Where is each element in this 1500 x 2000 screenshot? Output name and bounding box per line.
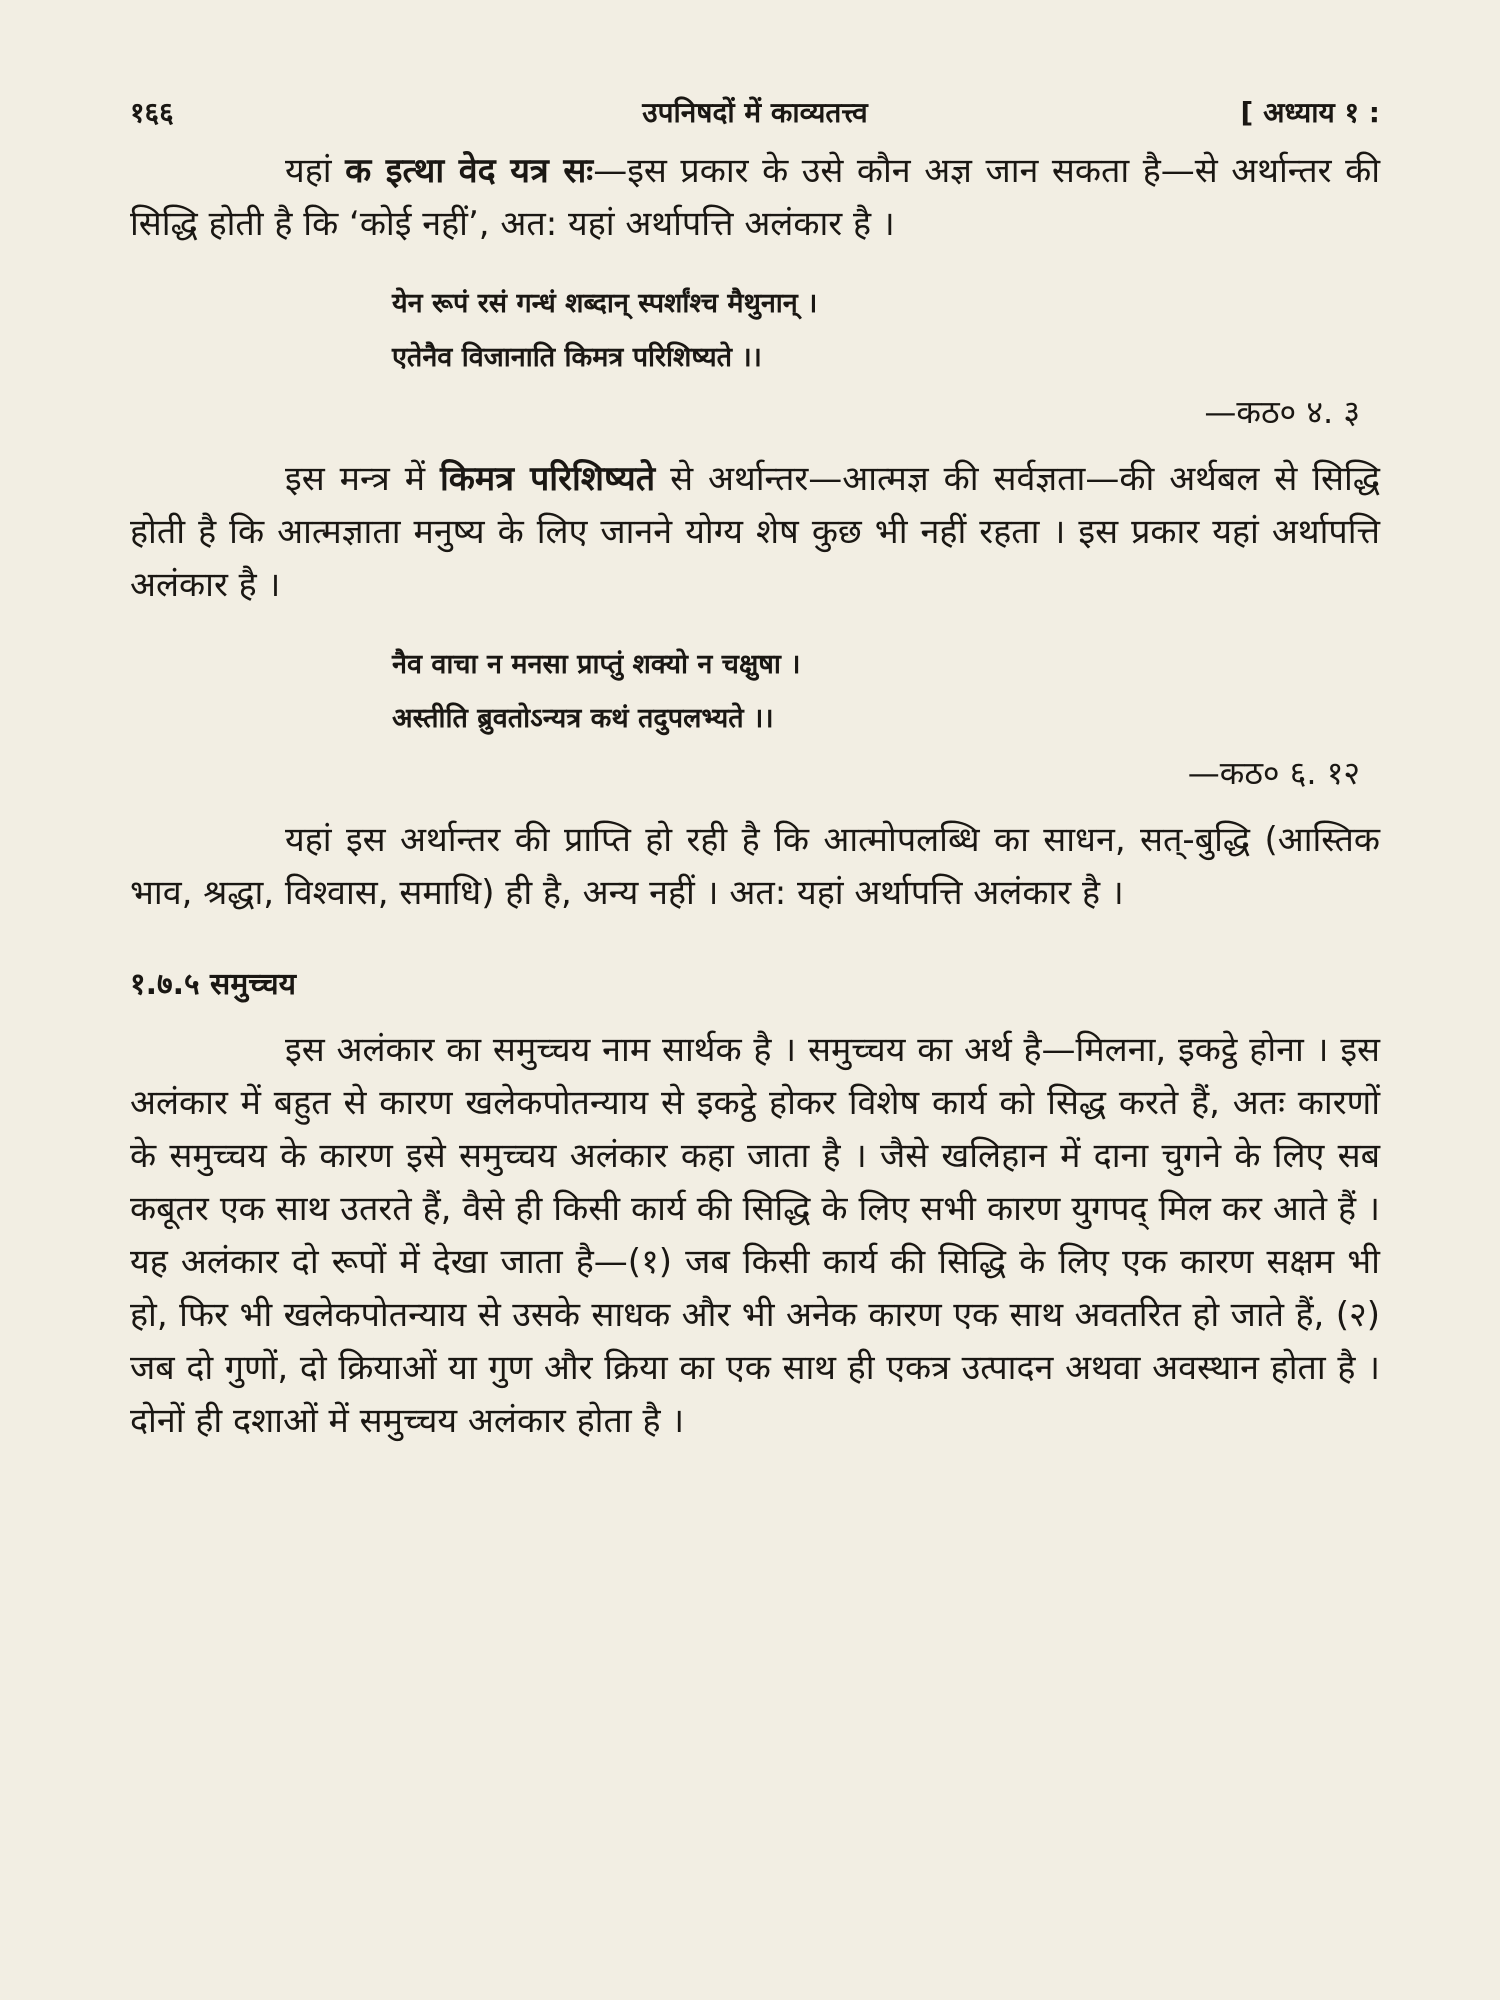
paragraph-3: यहां इस अर्थान्तर की प्राप्ति हो रही है कि आत्मोपलब्धि का साधन, सत्-बुद्धि (आस्तिक भाव, श्रद्धा, विश्वास, समाधि) ही है, अन्य नहीं । अत: यहां अर्थापत्ति अलंकार है ।: [130, 820, 1380, 913]
verse-1-line-1: येन रूपं रसं गन्धं शब्दान् स्पर्शांश्च मैथुनान् ।: [392, 288, 818, 319]
verse-2: [130, 638, 1380, 746]
paragraph-4: इस अलंकार का समुच्चय नाम सार्थक है । समुच्चय का अर्थ है—मिलना, इकट्ठे होना । इस अलंकार में बहुत से कारण खलेकपोतन्याय से इकट्ठे होकर विशेष कार्य को सिद्ध करते हैं, अतः कारणों के समुच्चय के कारण इसे समुच्चय अलंकार कहा जाता है । जैसे खलिहान में दाना चुगने के लिए सब कबूतर एक साथ उतरते हैं, वैसे ही किसी कार्य की सिद्धि के लिए सभी कारण युगपद् मिल कर आते हैं । यह अलंकार दो रूपों में देखा जाता है—(१) जब किसी कार्य की सिद्धि के लिए एक कारण सक्षम भी हो, फिर भी खलेकपोतन्याय से उसके साधक और भी अनेक कारण एक साथ अवतरित हो जाते हैं, (२) जब दो गुणों, दो क्रियाओं या गुण और क्रिया का एक साथ ही एकत्र उत्पादन अथवा अवस्थान होता है । दोनों ही दशाओं में समुच्चय अलंकार होता है ।: [130, 1030, 1380, 1441]
running-title: उपनिषदों में काव्यतत्त्व: [642, 96, 868, 129]
verse-2-line-2: अस्तीति ब्रुवतोऽन्यत्र कथं तदुपलभ्यते ।।: [392, 703, 774, 734]
paragraph-1-quote: क इत्था वेद यत्र सः: [345, 151, 594, 191]
verse-1-line-2: एतेनैव विजानाति किमत्र परिशिष्यते ।।: [392, 342, 762, 373]
paragraph-2-rest: से अर्थान्तर—आत्मज्ञ की सर्वज्ञता—की अर्थबल से सिद्धि होती है कि आत्मज्ञाता मनुष्य के लिए जानने योग्य शेष कुछ भी नहीं रहता । इस प्रकार यहां अर्थापत्ति अलंकार है ।: [130, 459, 1381, 605]
chapter-label: [ अध्याय १ :: [1240, 96, 1380, 129]
paragraph-2: [130, 453, 1380, 612]
page-header: [130, 75, 1380, 145]
page-number: १६६: [130, 96, 174, 129]
verse-2-reference: —कठ० ६. १२: [1187, 754, 1360, 792]
paragraph-1-lead: यहां: [285, 151, 332, 191]
verse-2-line-1: नैव वाचा न मनसा प्राप्तुं शक्यो न चक्षुषा ।: [392, 649, 801, 680]
verse-1-reference: —कठ० ४. ३: [1204, 393, 1360, 431]
section-heading: १.७.५ समुच्चय: [130, 967, 297, 1002]
verse-1: [130, 277, 1380, 385]
paragraph-1-rest: —इस प्रकार के उसे कौन अज्ञ जान सकता है—से अर्थान्तर की सिद्धि होती है कि ‘कोई नहीं’, अत: यहां अर्थापत्ति अलंकार है ।: [130, 151, 1381, 244]
paragraph-2-quote: किमत्र परिशिष्यते: [440, 459, 656, 499]
book-page: [130, 75, 1380, 1448]
paragraph-2-lead: इस मन्त्र में: [285, 459, 426, 499]
paragraph-1: [130, 145, 1380, 251]
